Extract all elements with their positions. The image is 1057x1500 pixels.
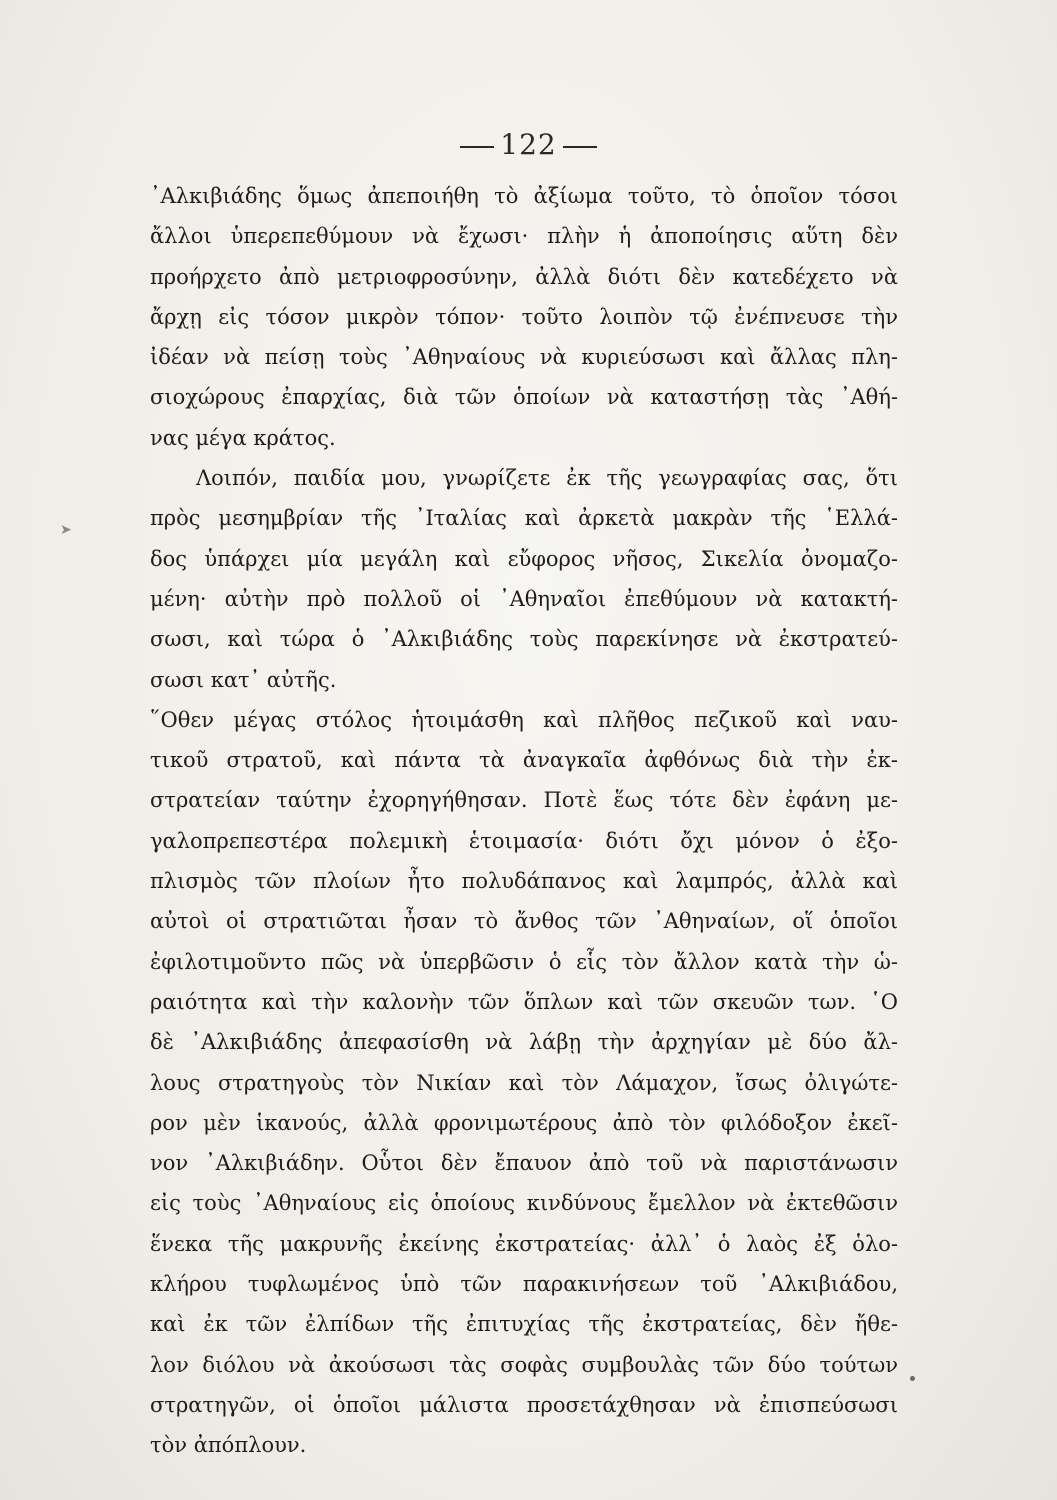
text-line: μένη· αὐτὴν πρὸ πολλοῦ οἱ ᾿Αθηναῖοι ἐπεθύμουν νὰ κατακτή-	[150, 586, 898, 611]
page-number-value: 122	[500, 128, 557, 161]
text-line: καὶ ἐκ τῶν ἐλπίδων τῆς ἐπιτυχίας τῆς ἐκστρατείας, δὲν ἤθε-	[150, 1312, 898, 1337]
text-line: γαλοπρεπεστέρα πολεμικὴ ἑτοιμασία· διότι ὄχι μόνον ὁ ἐξο-	[150, 828, 898, 853]
text-line: λον διόλου νὰ ἀκούσωσι τὰς σοφὰς συμβουλὰς τῶν δύο τούτων	[150, 1352, 898, 1377]
text-line: κλήρου τυφλωμένος ὑπὸ τῶν παρακινήσεων τοῦ ᾿Αλκιβιάδου,	[150, 1272, 898, 1297]
text-line: στρατείαν ταύτην ἐχορηγήθησαν. Ποτὲ ἕως τότε δὲν ἐφάνη με-	[150, 788, 898, 813]
text-line: ἕνεκα τῆς μακρυνῆς ἐκείνης ἐκστρατείας· ἀλλ᾿ ὁ λαὸς ἐξ ὁλο-	[150, 1231, 898, 1256]
text-line: ἰδέαν νὰ πείσῃ τοὺς ᾿Αθηναίους νὰ κυριεύσωσι καὶ ἄλλας πλη-	[150, 345, 898, 370]
page-number-dash-right	[563, 146, 597, 148]
text-line: αὐτοὶ οἱ στρατιῶται ἦσαν τὸ ἄνθος τῶν ᾿Αθηναίων, οἵ ὁποῖοι	[150, 909, 898, 934]
margin-speck	[910, 1376, 915, 1381]
margin-mark: ➤	[60, 522, 72, 538]
text-line: ἄρχῃ εἰς τόσον μικρὸν τόπον· τοῦτο λοιπὸν τῷ ἐνέπνευσε τὴν	[150, 304, 898, 329]
text-line: ἐφιλοτιμοῦντο πῶς νὰ ὑπερβῶσιν ὁ εἷς τὸν ἄλλον κατὰ τὴν ὡ-	[150, 949, 898, 974]
text-line: ᾿Αλκιβιάδης ὅμως ἀπεποιήθη τὸ ἀξίωμα τοῦτο, τὸ ὁποῖον τόσοι	[150, 184, 898, 208]
text-line: τὸν ἀπόπλουν.	[150, 1433, 307, 1458]
text-line: δος ὑπάρχει μία μεγάλη καὶ εὔφορος νῆσος, Σικελία ὀνομαζο-	[150, 546, 898, 571]
text-line: Λοιπόν, παιδία μου, γνωρίζετε ἐκ τῆς γεωγραφίας σας, ὅτι	[196, 466, 898, 491]
text-line: δὲ ᾿Αλκιβιάδης ἀπεφασίσθη νὰ λάβῃ τὴν ἀρχηγίαν μὲ δύο ἄλ-	[150, 1030, 898, 1055]
page-number	[0, 128, 1057, 161]
text-line: λους στρατηγοὺς τὸν Νικίαν καὶ τὸν Λάμαχον, ἴσως ὀλιγώτε-	[150, 1070, 898, 1095]
text-line: ραιότητα καὶ τὴν καλονὴν τῶν ὅπλων καὶ τῶν σκευῶν των. ῾Ο	[150, 989, 898, 1014]
text-line: σιοχώρους ἐπαρχίας, διὰ τῶν ὁποίων νὰ καταστήσῃ τὰς ᾿Αθή-	[150, 385, 898, 410]
text-line: πλισμὸς τῶν πλοίων ἦτο πολυδάπανος καὶ λαμπρός, ἀλλὰ καὶ	[150, 869, 898, 894]
text-line: εἰς τοὺς ᾿Αθηναίους εἰς ὁποίους κινδύνους ἔμελλον νὰ ἐκτεθῶσιν	[150, 1191, 898, 1216]
page-number-dash-left	[460, 146, 494, 148]
body-text	[150, 176, 898, 1466]
text-line: ἄλλοι ὑπερεπεθύμουν νὰ ἔχωσι· πλὴν ἡ ἀποποίησις αὕτη δὲν	[150, 224, 898, 249]
text-line: προήρχετο ἀπὸ μετριοφροσύνην, ἀλλὰ διότι δὲν κατεδέχετο νὰ	[150, 264, 898, 289]
text-line: νας μέγα κράτος.	[150, 425, 336, 450]
text-line: ρον μὲν ἱκανούς, ἀλλὰ φρονιμωτέρους ἀπὸ τὸν φιλόδοξον ἐκεῖ-	[150, 1110, 898, 1135]
text-line: σωσι κατ᾿ αὐτῆς.	[150, 667, 337, 692]
text-line: ῞Οθεν μέγας στόλος ἡτοιμάσθη καὶ πλῆθος πεζικοῦ καὶ ναυ-	[150, 707, 898, 732]
text-line: πρὸς μεσημβρίαν τῆς ᾿Ιταλίας καὶ ἀρκετὰ μακρὰν τῆς ῾Ελλά-	[150, 506, 898, 531]
text-line: τικοῦ στρατοῦ, καὶ πάντα τὰ ἀναγκαῖα ἀφθόνως διὰ τὴν ἐκ-	[150, 748, 898, 773]
text-line: στρατηγῶν, οἱ ὁποῖοι μάλιστα προσετάχθησαν νὰ ἐπισπεύσωσι	[150, 1392, 898, 1417]
text-line: νον ᾿Αλκιβιάδην. Οὗτοι δὲν ἔπαυον ἀπὸ τοῦ νὰ παριστάνωσιν	[150, 1151, 898, 1176]
text-line: σωσι, καὶ τώρα ὁ ᾿Αλκιβιάδης τοὺς παρεκίνησε νὰ ἐκστρατεύ-	[150, 627, 898, 652]
